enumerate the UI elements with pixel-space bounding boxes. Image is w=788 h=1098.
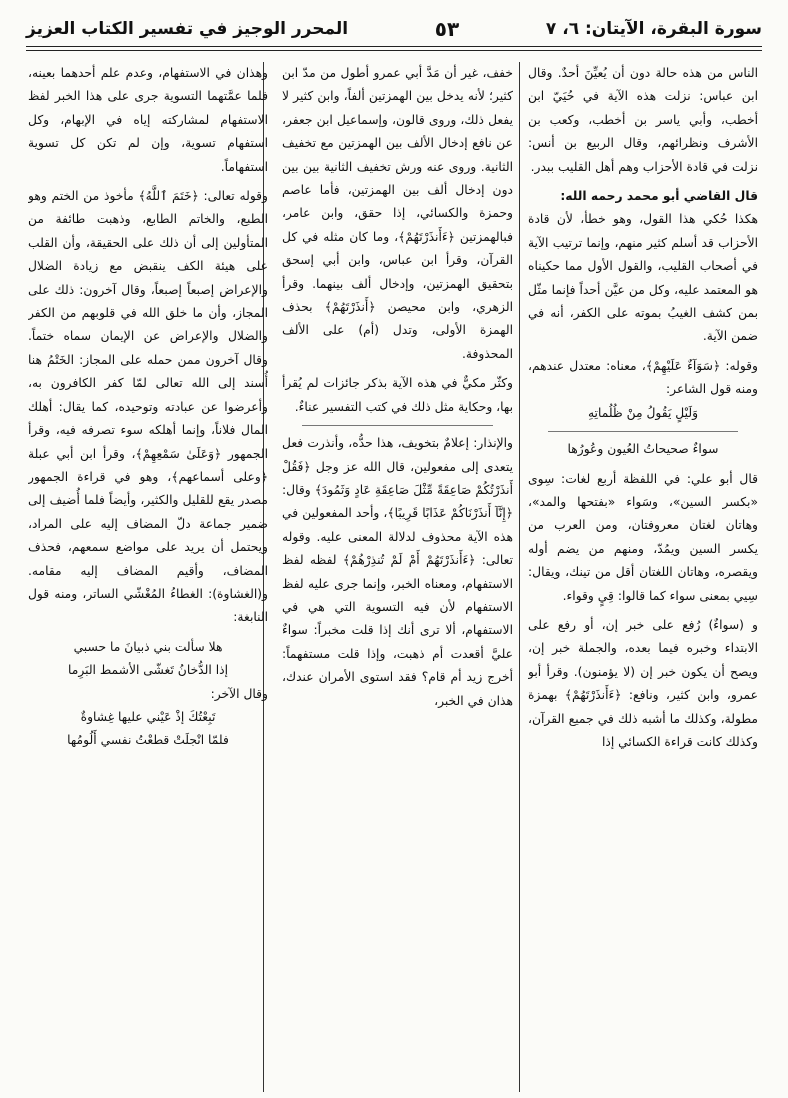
column-right <box>528 62 758 1092</box>
paragraph: والإنذار: إعلامٌ بتخويف، هذا حدُّه، وأنذرت فعل يتعدى إلى مفعولين، قال الله عز وجل ﴿فَقُلْ أَنذَرْتُكُمْ صَاعِقَةً مِّثْلَ صَاعِقَةِ عَادٍ وَثَمُودَ﴾ وقال: ﴿إِنَّآ أَنذَرْنَاكُمْ عَذَابًا قَرِيبًا﴾، وأحد المفعولين في هذه الآية محذوف لدلالة المعنى عليه. وقوله تعالى: ﴿ءَأَنذَرْتَهُمْ أَمْ لَمْ تُنذِرْهُمْ﴾ لفظه لفظ الاستفهام، ومعناه الخبر، وإنما جرى عليه لفظ الاستفهام لأن فيه التسوية التي هي في الاستفهام، ألا ترى أنك إذا قلت مخبراً: سواءٌ عليَّ أقعدت أم ذهبت، وإذا قلت مستفهماً: أخرج زيد أم قام؟ فقد استوى الأمران عندك، هذان في الخبر، <box>282 436 513 708</box>
section-divider <box>302 425 493 426</box>
paragraph: قال أبو علي: في اللفظة أربع لغات: سِوى «بكسر السين»، وسَواء «بفتحها والمد»، وهاتان لغتان معروفتان، ومن العرب من يكسر السين ويمُدّ، ومنهم من يضم أوله ويقصره، وهاتان اللغتان أقل من تينك، ويقال: سِيي بمعنى سواء كما قالوا: قِيٍ وقواء. <box>528 471 758 603</box>
column-left <box>28 62 268 1092</box>
column-middle <box>282 62 513 1092</box>
header-rule-top <box>26 46 762 47</box>
column-divider <box>519 62 520 1092</box>
poem-verse-first-hemistich: وَلَيْلٍ يَقُولُ مِنْ ظُلُماتِهِ <box>587 405 699 420</box>
paragraph: هكذا حُكي هذا القول، وهو خطأ، لأن قادة الأحزاب قد أسلم كثير منهم، وإنما ترتيب الآية في أصحاب القليب، والقول الأول مما حكيناه هو المعتمد عليه، وكل من عيَّن أحداً فإنما مثّل بمن كشف الغيبُ بموته على الكفر، أنه في ضمن الآية. <box>528 212 758 344</box>
paragraph: وكثّر مكيٌّ في هذه الآية بذكر جائزات لم يُقرأ بها، وحكاية مثل ذلك في كتب التفسير عناءٌ. <box>282 376 513 414</box>
page-number: ٥٣ <box>434 17 460 41</box>
header-rule-bottom <box>26 50 762 51</box>
poem-intro: وقال الآخر: <box>210 686 268 701</box>
poem-verse-first-hemistich: هلا سألت بني ذبيانَ ما حسبي <box>73 639 223 654</box>
paragraph: و (سواءٌ) رُفع على خبر إن، أو رفع على الابتداء وخبره فيما بعده، والجملة خبر إن، ويصح أن يكون خبر إن (لا يؤمنون). وقرأ أبو عمرو، وابن كثير، ونافع: ﴿ءَأَنذَرْتَهُمْ﴾ بهمزة مطولة، وكذلك ما أشبه ذلك في جميع القرآن، وكذلك كانت قراءة الكسائي إذا <box>528 617 758 749</box>
poem-verse-second-hemistich: فلمّا انْجلَتْ قطعْتُ نفسي أَلُومُها <box>67 733 229 748</box>
surah-reference: سورة البقرة، الآيتان: ٦، ٧ <box>545 19 762 39</box>
page-header <box>26 14 762 44</box>
paragraph: خفف، غير أن مَدَّ أبي عمرو أطول من مدّ ابن كثير؛ لأنه يدخل بين الهمزتين ألفاً، وابن كثير لا يفعل ذلك، وروى قالون، وإسماعيل ابن جعفر، عن نافع إدخال الألف بين الهمزتين مع تخفيف الثانية. وروى عنه ورش تخفيف الثانية بين بين دون إدخال ألف بين الهمزتين، فأما عاصم وحمزة والكسائي، إذا حقق، وابن عامر، فبالهمزتين ﴿ءَأَنذَرْتَهُمْ﴾، وما كان مثله في كل القرآن، وقرأ ابن عباس، وابن أبي إسحق بتحقيق الهمزتين، وإدخال ألف بينهما. وقرأ الزهري، وابن محيصن ﴿أَنذَرْتَهُمْ﴾ بحذف الهمزة الأولى، وتدل (أم) على الألف المحذوفة. <box>282 66 513 361</box>
verse-divider <box>548 431 738 432</box>
poem-verse-second-hemistich: سواءٌ صحيحاتُ العُيون وعُورُها <box>567 442 719 457</box>
paragraph: وقوله: ﴿سَوَآءٌ عَلَيْهِمْ﴾، معناه: معتدل عندهم، ومنه قول الشاعر: <box>528 358 758 397</box>
paragraph: وقوله تعالى: ﴿خَتَمَ ٱللَّهُ﴾ مأخوذ من الختم وهو الطبع، والخاتم الطابع، وذهبت طائفة من المتأولين إلى أن ذلك على الحقيقة، وأن القلب على هيئة الكف ينقبض مع زيادة الضلال والإعراض إصبعاً إصبعاً، وقال آخرون: ذلك على المجاز، وأن ما خلق الله في قلوبهم من الكفر والضلال والإعراض عن الإيمان سماه ختماً. وقال آخرون ممن حمله على المجاز: الخَتْمُ هنا أُسند إلى الله تعالى لمّا كفر الكافرون به، وأعرضوا عن عبادته وتوحيده، كما يقال: أهلك المال فلاناً، وإنما أهلكه سوء تصرفه فيه، وقرأ الجمهور ﴿وَعَلَىٰ سَمْعِهِمْ﴾، وقرأ ابن أبي عبلة ﴿وعلى أسماعهم﴾، وهو في قراءة الجمهور مصدر يقع للقليل والكثير، وأيضاً فلما أُضيف إلى ضمير جماعة دلّ المضاف إليه على المراد، ويحتمل أن يريد على مواضع سمعهم، فحذف المضاف، وأقيم المضاف إليه مقامه. و(الغشاوة): الغطاءُ المُغْشّي الساتر، ومنه قول النابغة: <box>28 189 268 625</box>
poem-verse-second-hemistich: إذا الدُّخانُ تَغشّى الأشمط البَرِما <box>67 663 229 678</box>
paragraph: وهذان في الاستفهام، وعدم علم أحدهما بعينه، فلما عمَّتهما التسوية جرى على هذا الخبر لفظ الاستفهام لمشاركته إياه في الإبهام، وكل استفهام تسوية، وإن لم تكن كل تسوية استفهاماً. <box>28 66 268 174</box>
book-title: المحرر الوجيز في تفسير الكتاب العزيز <box>26 19 349 39</box>
paragraph: الناس من هذه حالة دون أن يُعيِّنَ أحدٌ. وقال ابن عباس: نزلت هذه الآية في حُيَيّ ابن أخطب، وأبي ياسر بن أخطب، وكعب بن الأشرف ونظرائهم، وقال الربيع بن أنس: نزلت في قادة الأحزاب وهم أهل القليب ببدر. <box>528 66 758 174</box>
author-note-heading: قال القاضي أبو محمد رحمه الله: <box>560 189 758 204</box>
poem-verse-first-hemistich: تَبِعْتُكَ إذْ عَيْني عليها غِشاوةٌ <box>80 709 216 724</box>
